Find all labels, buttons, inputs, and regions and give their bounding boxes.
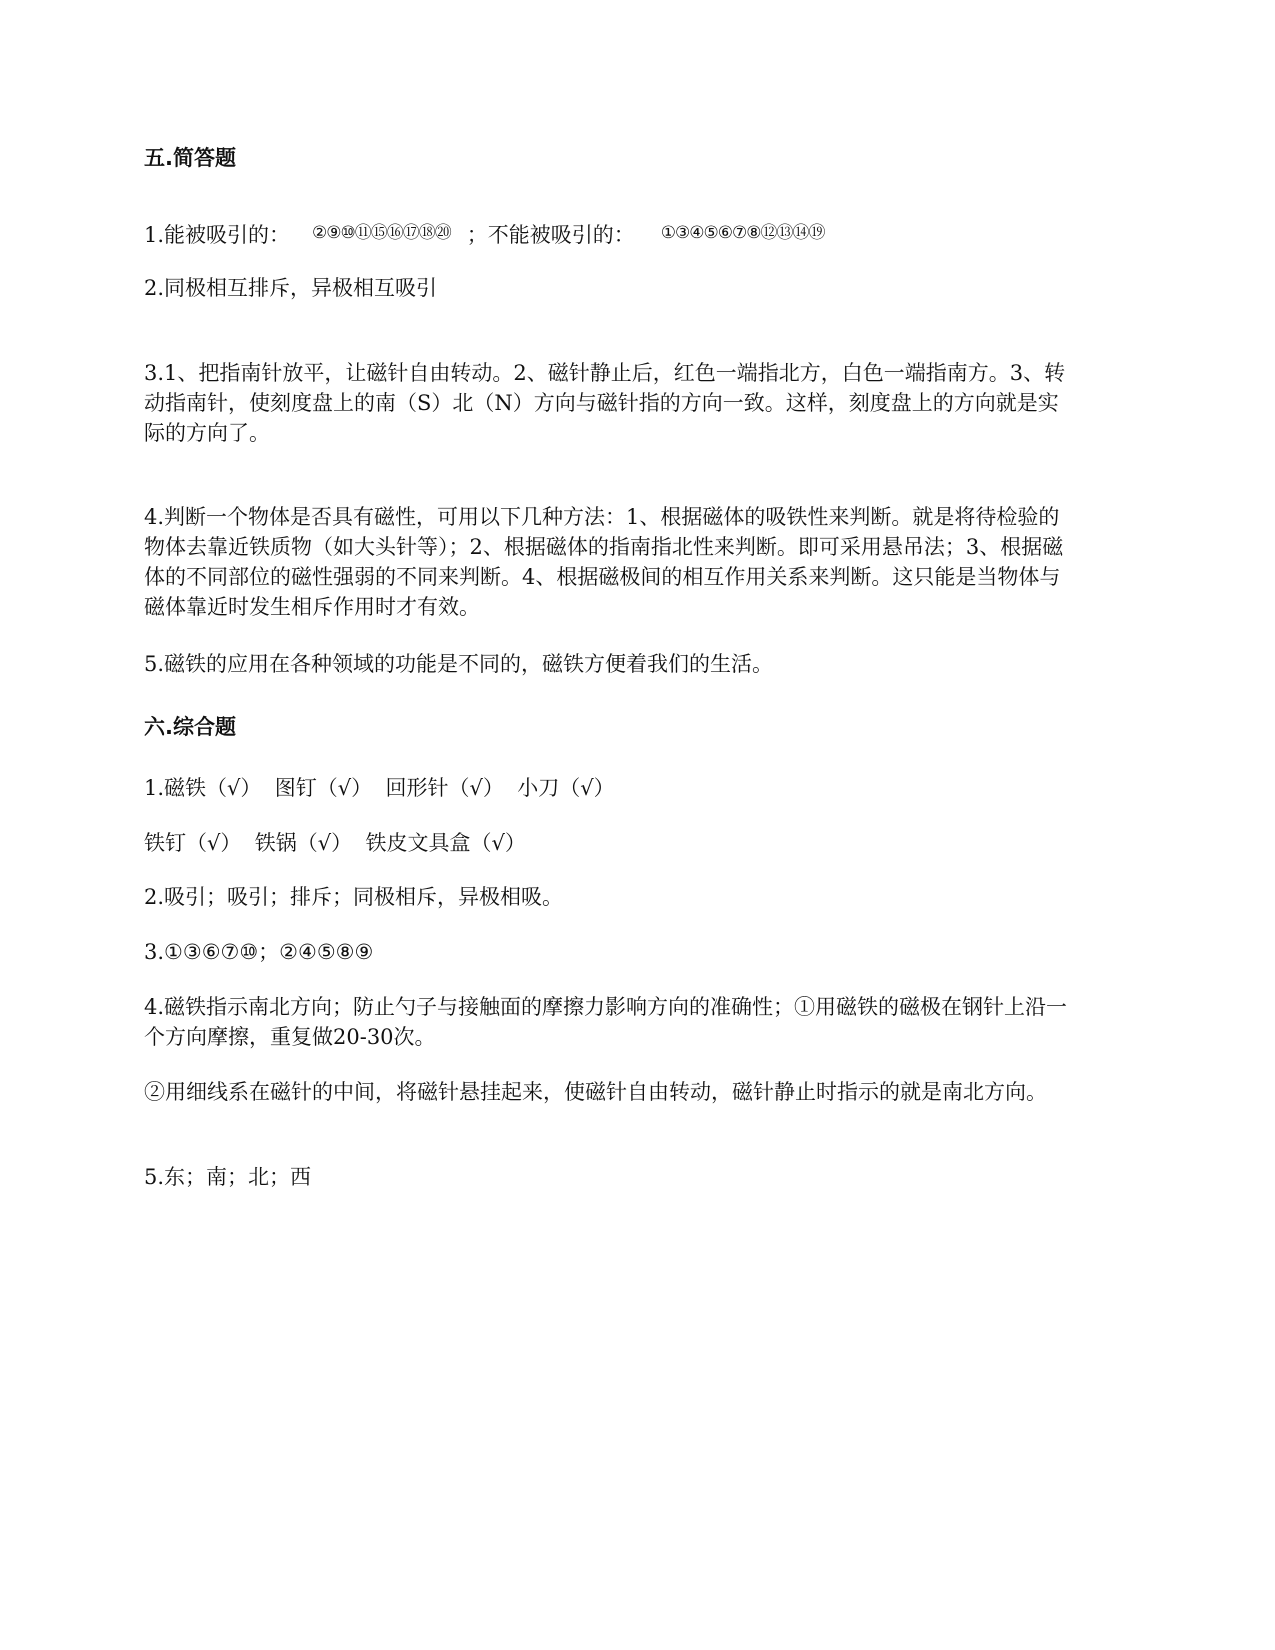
section-six-q2: 2.吸引；吸引；排斥；同极相斥，异极相吸。 bbox=[144, 885, 564, 909]
q1-prefix: 1.能被吸引的： bbox=[144, 223, 291, 247]
section-six-q4-part1: 4.磁铁指示南北方向；防止勺子与接触面的摩擦力影响方向的准确性；①用磁铁的磁极在钢针上沿一个方向摩擦，重复做20-30次。 bbox=[144, 995, 1068, 1049]
q1-separator: ；不能被吸引的： bbox=[466, 223, 635, 247]
section-five-q2: 2.同极相互排斥，异极相互吸引 bbox=[144, 276, 438, 300]
section-five-q4: 4.判断一个物体是否具有磁性，可用以下几种方法：1、根据磁体的吸铁性来判断。就是将待检验的物体去靠近铁质物（如大头针等）；2、根据磁体的指南指北性来判断。即可采用悬吊法；3、根据磁体的不同部位的磁性强弱的不同来判断。4、根据磁极间的相互作用关系来判断。这只能是当物体与磁体靠近时发生相斥作用时才有效。 bbox=[144, 505, 1064, 619]
section-five-q1 bbox=[144, 218, 1074, 250]
section-six-title: 六.综合题 bbox=[144, 715, 236, 739]
section-five-title: 五.简答题 bbox=[144, 146, 236, 170]
not-attracted-items: ①③④⑤⑥⑦⑧⑫⑬⑭⑲ bbox=[660, 223, 825, 243]
section-five-q3: 3.1、把指南针放平，让磁针自由转动。2、磁针静止后，红色一端指北方，白色一端指南方。3、转动指南针，使刻度盘上的南（S）北（N）方向与磁针指的方向一致。这样，刻度盘上的方向就是实际的方向了。 bbox=[144, 361, 1066, 445]
section-six-q5: 5.东；南；北；西 bbox=[144, 1165, 312, 1189]
section-six-q3: 3.①③⑥⑦⑩；②④⑤⑧⑨ bbox=[144, 940, 374, 964]
section-five-q5: 5.磁铁的应用在各种领域的功能是不同的，磁铁方便着我们的生活。 bbox=[144, 652, 774, 676]
section-six-q1-line1: 1.磁铁（√） 图钉（√） 回形针（√） 小刀（√） bbox=[144, 776, 615, 800]
section-six-q4-part2: ②用细线系在磁针的中间，将磁针悬挂起来，使磁针自由转动，磁针静止时指示的就是南北方向。 bbox=[144, 1080, 1047, 1104]
attracted-items: ②⑨⑩⑪⑮⑯⑰⑱⑳ bbox=[312, 223, 451, 243]
section-six-q1-line2: 铁钉（√） 铁锅（√） 铁皮文具盒（√） bbox=[144, 831, 526, 855]
